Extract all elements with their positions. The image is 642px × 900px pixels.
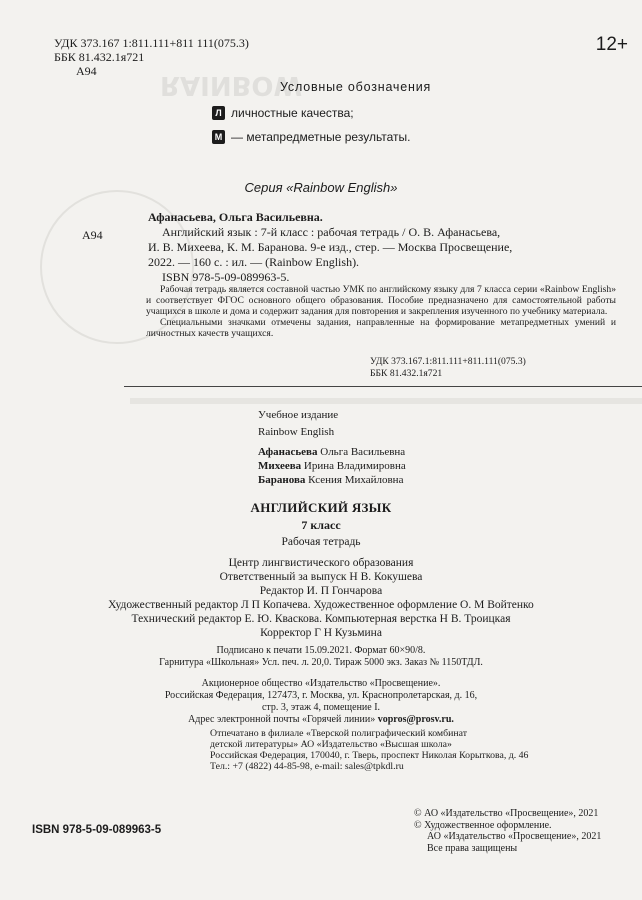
author-surname: Баранова bbox=[258, 474, 306, 486]
book-title: АНГЛИЙСКИЙ ЯЗЫК bbox=[250, 500, 392, 515]
catalog-entry bbox=[148, 210, 512, 285]
credit-line: Технический редактор Е. Ю. Кваскова. Компьютерная верстка Н В. Троицкая bbox=[131, 613, 511, 625]
imprint-series: Rainbow English bbox=[258, 426, 335, 438]
age-rating: 12+ bbox=[595, 34, 628, 55]
legend-item-label: — метапредметные результаты. bbox=[231, 130, 411, 144]
printer-block bbox=[210, 728, 528, 772]
credit-line: Художественный редактор Л П Копачева. Художественное оформление О. М Войтенко bbox=[108, 599, 534, 611]
header-udk: УДК 373.167 1:811.111+811 111(075.3) bbox=[54, 36, 249, 50]
catalog-annotation bbox=[146, 284, 616, 339]
legend-item-label: личностные качества; bbox=[231, 106, 354, 120]
credits-block bbox=[0, 556, 642, 640]
catalog-isbn: ISBN 978-5-09-089963-5. bbox=[162, 270, 290, 284]
copyright-block bbox=[414, 808, 601, 854]
publisher-line: стр. 3, этаж 4, помещение I. bbox=[261, 702, 381, 713]
annotation-paragraph: Специальными значками отмечены задания, направленные на формирование метапредметных умений и личностных качеств учащихся. bbox=[146, 317, 616, 339]
imprint-author bbox=[258, 459, 406, 473]
catalog-udk-block bbox=[370, 356, 526, 379]
imprint-author bbox=[258, 473, 403, 487]
printer-line: Российская Федерация, 170040, г. Тверь, проспект Николая Корыткова, д. 46 bbox=[210, 750, 529, 761]
printer-line: Тел.: +7 (4822) 44-85-98, e-mail: sales@tpkdl.ru bbox=[210, 761, 404, 772]
author-name: Ксения Михайловна bbox=[308, 474, 404, 486]
author-surname: Михеева bbox=[258, 460, 302, 472]
author-surname: Афанасьева bbox=[258, 446, 318, 458]
header-bbk: ББК 81.432.1я721 bbox=[54, 50, 145, 64]
author-name: Ольга Васильевна bbox=[320, 446, 406, 458]
author-name: Ирина Владимировна bbox=[303, 460, 406, 472]
publisher-line: Российская Федерация, 127473, г. Москва, ул. Краснопролетарская, д. 16, bbox=[164, 690, 478, 701]
hotline-line bbox=[0, 714, 642, 726]
legend-item-metasubject bbox=[212, 130, 411, 144]
catalog-line: И. В. Михеева, К. М. Баранова. 9-е изд., стер. — Москва Просвещение, bbox=[148, 240, 513, 254]
copyright-line: Все права защищены bbox=[427, 842, 518, 854]
copyright-line: © АО «Издательство «Просвещение», 2021 bbox=[414, 808, 599, 819]
print-data-line: Гарнитура «Школьная» Усл. печ. л. 20,0. Тираж 5000 экз. Заказ № 1150ТДЛ. bbox=[159, 657, 483, 668]
legend-title: Условные обозначения bbox=[280, 80, 432, 94]
publisher-line: Акционерное общество «Издательство «Просвещение». bbox=[201, 678, 441, 689]
personal-qualities-icon: Л bbox=[212, 106, 225, 120]
catalog-line: 2022. — 160 с. : ил. — (Rainbow English). bbox=[148, 255, 360, 269]
footer-isbn: ISBN 978-5-09-089963-5 bbox=[32, 824, 162, 836]
credit-line: Редактор И. П Гончарова bbox=[259, 585, 383, 597]
catalog-code: А94 bbox=[82, 228, 103, 242]
catalog-author: Афанасьева, Ольга Васильевна. bbox=[148, 210, 323, 224]
printer-line: Отпечатано в филиале «Тверской полиграфический комбинат bbox=[210, 728, 467, 739]
legend-item-personal bbox=[212, 106, 354, 120]
print-data-block bbox=[0, 645, 642, 669]
catalog-line: Английский язык : 7-й класс : рабочая тетрадь / О. В. Афанасьева, bbox=[162, 225, 501, 239]
bleed-through-band bbox=[130, 398, 642, 404]
series-title: Серия «Rainbow English» bbox=[244, 180, 398, 195]
copyright-line: АО «Издательство «Просвещение», 2021 bbox=[427, 831, 602, 842]
printer-line: детской литературы» АО «Издательство «Высшая школа» bbox=[210, 739, 452, 750]
header-udk-block bbox=[54, 36, 249, 78]
header-code: А94 bbox=[76, 64, 97, 78]
hotline-email: vopros@prosv.ru. bbox=[377, 714, 454, 725]
credit-line: Ответственный за выпуск Н В. Кокушева bbox=[219, 571, 423, 583]
book-grade: 7 класс bbox=[301, 518, 341, 532]
publisher-block bbox=[0, 678, 642, 714]
copyright-line: © Художественное оформление. bbox=[414, 819, 552, 831]
print-data-line: Подписано к печати 15.09.2021. Формат 60×90/8. bbox=[216, 645, 426, 656]
bleed-through-cover-text: RAINBOW bbox=[160, 70, 303, 100]
edition-type: Учебное издание bbox=[258, 409, 339, 421]
credit-line: Корректор Г Н Кузьмина bbox=[260, 627, 382, 639]
annotation-paragraph: Рабочая тетрадь является составной частью УМК по английскому языку для 7 класса серии «Rainbow English» и соответствует ФГОС основного общего образования. Пособие предназначено для самостоятельной работы учащихся в школе и дома и содержит задания для повторения и закрепления изученного по учебнику материала. bbox=[146, 284, 616, 317]
credit-line: Центр лингвистического образования bbox=[228, 557, 414, 569]
metasubject-results-icon: М bbox=[212, 130, 225, 144]
catalog-udk: УДК 373.167.1:811.111+811.111(075.3) bbox=[370, 356, 526, 367]
catalog-bbk: ББК 81.432.1я721 bbox=[370, 367, 443, 379]
book-type: Рабочая тетрадь bbox=[281, 536, 361, 548]
imprint-author bbox=[258, 445, 405, 459]
section-divider bbox=[124, 386, 642, 387]
hotline-label: Адрес электронной почты «Горячей линии» bbox=[188, 714, 378, 725]
